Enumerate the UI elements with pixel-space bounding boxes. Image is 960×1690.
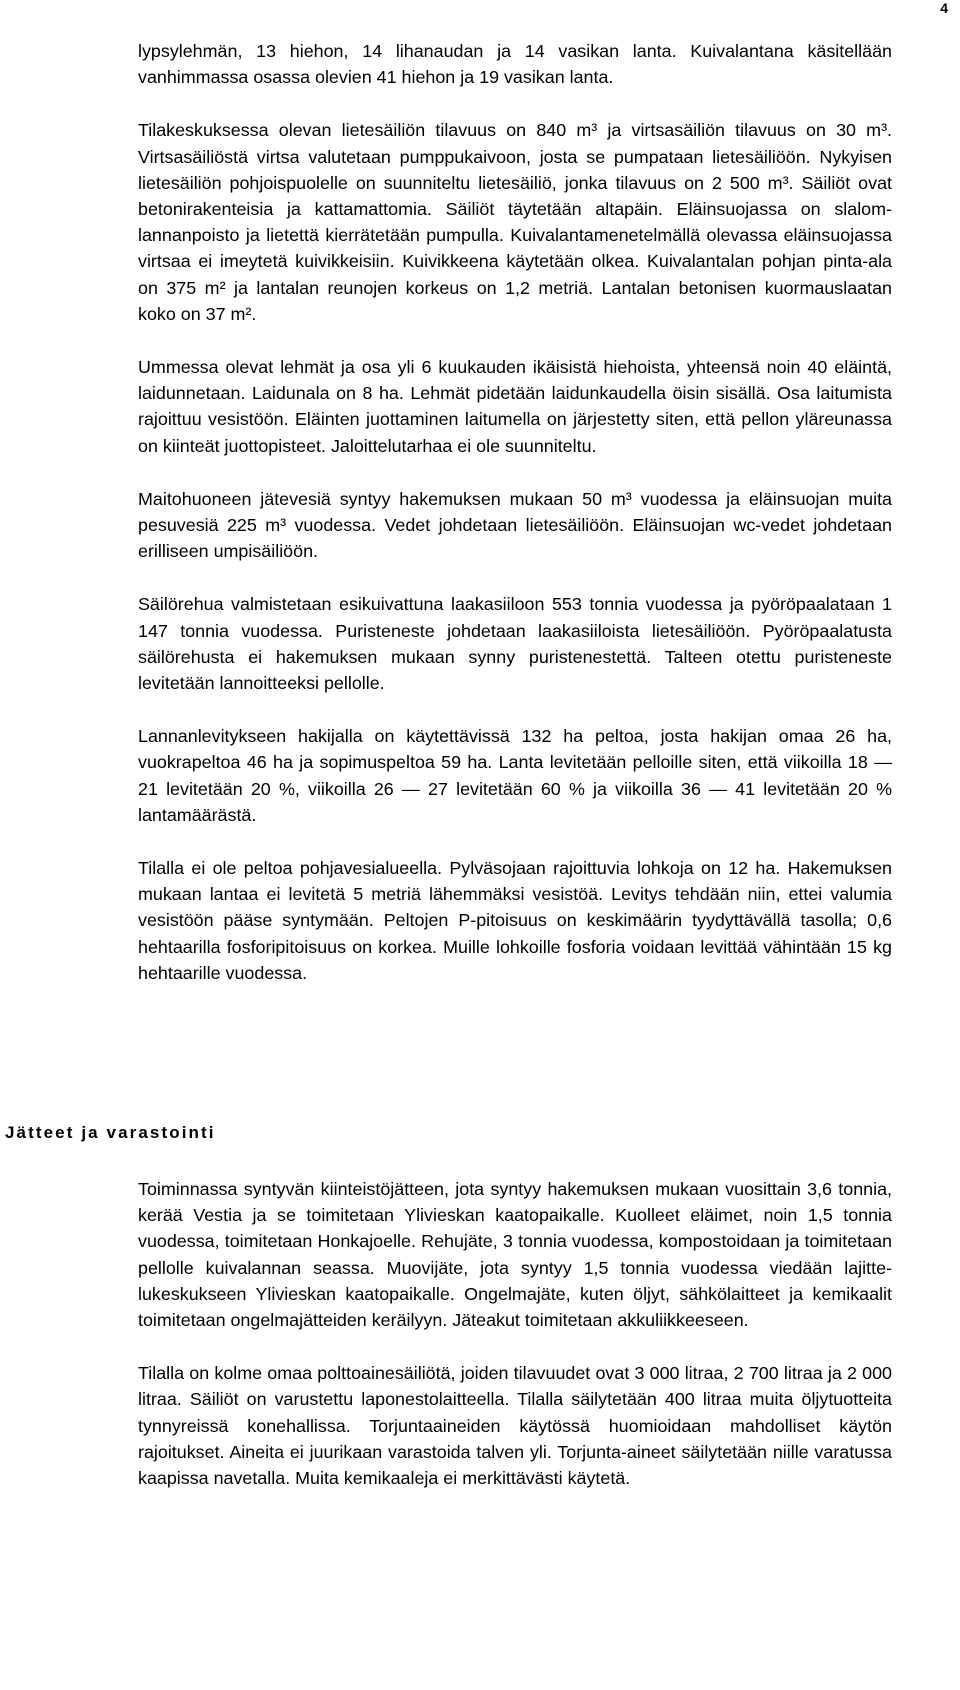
paragraph-grazing: Ummessa olevat lehmät ja osa yli 6 kuukauden ikäisistä hiehoista, yhteensä noin 40 eläintä, laidunnetaan. Laidunala on 8 ha. Lehmät pidetään laidunkaudella öisin sisällä. Osa laitumista rajoittuu vesistöön. Eläinten juottaminen laitumella on järjestetty siten, että pellon yläreunassa on kiinteät juottopisteet. Jaloittelutarhaa ei ole suunniteltu.: [138, 357, 892, 456]
paragraph-fuel-storage: Tilalla on kolme omaa polttoainesäiliötä, joiden tilavuudet ovat 3 000 litraa, 2 700 litraa ja 2 000 litraa. Säiliöt on varustettu laponestolaitteella. Tilalla säilytetään 400 litraa muita öljytuotteita tynnyreissä konehallissa. Torjuntaaineiden käytössä huomioidaan mahdolliset käytön rajoitukset. Aineita ei juurikaan varastoida talven yli. Torjunta-aineet säilytetään niille varatussa kaapissa navetalla. Muita kemikaaleja ei merkittävästi käytetä.: [138, 1363, 892, 1489]
paragraph-slurry-tanks: Tilakeskuksessa olevan lietesäiliön tilavuus on 840 m³ ja virtsasäiliön tilavuus on 30 m³. Virtsasäiliöstä virtsa valutetaan pumppukaivoon, josta se pumpataan lietesäiliöön. Nykyisen lietesäiliön pohjoispuolelle on suunniteltu lietesäiliö, jonka tilavuus on 2 500 m³. Säiliöt ovat betonirakenteisia ja kattamattomia. Säiliöt täytetään altapäin. Eläinsuojassa on slalomlannanpoisto ja lietettä kierrätetään pumpulla. Kuivalantamenetelmällä olevassa eläinsuojassa virtsaa ei imeytetä kuivikkeisiin. Kuivikkeena käytetään olkea. Kuivalantalan pohjan pinta-ala on 375 m² ja lantalan reunojen korkeus on 1,2 metriä. Lantalan betonisen kuormauslaatan koko on 37 m².: [138, 120, 892, 324]
document-body-upper: [138, 38, 892, 986]
section-heading-waste-storage: Jätteet ja varastointi: [5, 1123, 216, 1142]
paragraph-groundwater: Tilalla ei ole peltoa pohjavesialueella. Pylväsojaan rajoittuvia lohkoja on 12 ha. Hakemuksen mukaan lantaa ei levitetä 5 metriä lähemmäksi vesistöä. Levitys tehdään niin, ettei valumia vesistöön pääse syntymään. Peltojen P-pitoisuus on keskimäärin tyydyttävällä tasolla; 0,6 hehtaarilla fosforipitoisuus on korkea. Muille lohkoille fosforia voidaan levittää vähintään 15 kg hehtaarille vuodessa.: [138, 858, 892, 983]
paragraph-waste: Toiminnassa syntyvän kiinteistöjätteen, jota syntyy hakemuksen mukaan vuosittain 3,6 tonnia, kerää Vestia ja se toimitetaan Ylivieskan kaatopaikalle. Kuolleet eläimet, noin 1,5 tonnia vuodessa, toimitetaan Honkajoelle. Rehujäte, 3 tonnia vuodessa, kompostoidaan ja toimitetaan pellolle kuivalannan seassa. Muovijäte, jota syntyy 1,5 tonnia vuodessa viedään lajittelukeskukseen Ylivieskan kaatopaikalle. Ongelmajäte, kuten öljyt, sähkölaitteet ja kemikaalit toimitetaan ongelmajätteiden keräilyyn. Jäteakut toimitetaan akkuliikkeeseen.: [138, 1179, 892, 1331]
paragraph-wastewater: Maitohuoneen jätevesiä syntyy hakemuksen mukaan 50 m³ vuodessa ja eläinsuojan muita pesuvesiä 225 m³ vuodessa. Vedet johdetaan lietesäiliöön. Eläinsuojan wc-vedet johdetaan erilliseen umpisäiliöön.: [138, 488, 892, 562]
paragraph-manure-spreading: Lannanlevitykseen hakijalla on käytettävissä 132 ha peltoa, josta hakijan omaa 26 ha, vuokrapeltoa 46 ha ja sopimuspeltoa 59 ha. Lanta levitetään pelloille siten, että viikoilla 18 — 21 levitetään 20 %, viikoilla 26 — 27 levitetään 60 % ja viikoilla 36 — 41 levitetään 20 % lantamäärästä.: [138, 726, 892, 825]
paragraph-silage: Säilörehua valmistetaan esikuivattuna laakasiiloon 553 tonnia vuodessa ja pyöröpaalataan 1 147 tonnia vuodessa. Puristeneste johdetaan laakasiiloista lietesäiliöön. Pyöröpaalatusta säilörehusta ei hakemuksen mukaan synny puristenestettä. Talteen otettu puristeneste levitetään lannoitteeksi pellolle.: [138, 594, 892, 694]
page-number: 4: [940, 0, 948, 16]
document-body-lower: [138, 1176, 892, 1491]
paragraph-manure-handling: lypsylehmän, 13 hiehon, 14 lihanaudan ja 14 vasikan lanta. Kuivalantana käsitellään vanhimmassa osassa olevien 41 hiehon ja 19 vasikan lanta.: [138, 41, 892, 88]
